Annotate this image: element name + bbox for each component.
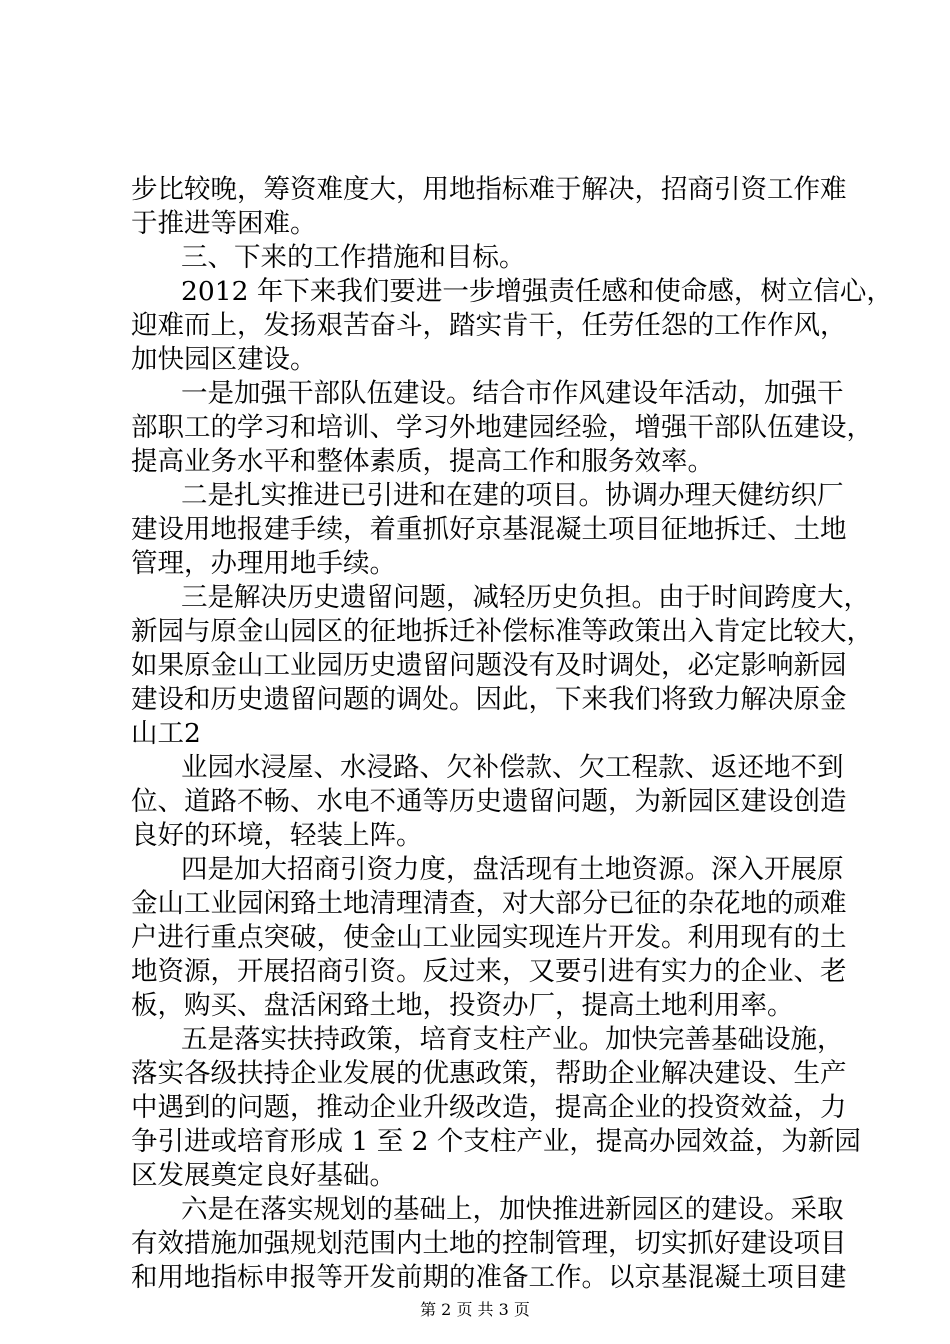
text-line: 步比较晚，筹资难度大，用地指标难于解决，招商引资工作难 bbox=[131, 174, 847, 205]
text-line: 二是扎实推进已引进和在建的项目。协调办理天健纺织厂 bbox=[181, 480, 844, 511]
text-line: 三是解决历史遗留问题，减轻历史负担。由于时间跨度大， bbox=[181, 582, 870, 613]
text-line: 迎难而上，发扬艰苦奋斗，踏实肯干，任劳任怨的工作作风， bbox=[131, 310, 847, 341]
text-line: 争引进或培育形成 1 至 2 个支柱产业，提高办园效益，为新园 bbox=[131, 1126, 861, 1157]
text-line: 建设和历史遗留问题的调处。因此，下来我们将致力解决原金 bbox=[131, 684, 847, 715]
page-number-footer: 第 2 页 共 3 页 bbox=[420, 1300, 530, 1319]
text-line: 管理，办理用地手续。 bbox=[131, 548, 396, 579]
text-line: 提高业务水平和整体素质，提高工作和服务效率。 bbox=[131, 446, 714, 477]
text-line: 有效措施加强规划范围内土地的控制管理，切实抓好建设项目 bbox=[131, 1228, 847, 1259]
text-line: 建设用地报建手续，着重抓好京基混凝土项目征地拆迁、土地 bbox=[131, 514, 847, 545]
text-line: 六是在落实规划的基础上，加快推进新园区的建设。采取 bbox=[181, 1194, 844, 1225]
text-line: 和用地指标申报等开发前期的准备工作。以京基混凝土项目建 bbox=[131, 1262, 847, 1293]
text-line: 金山工业园闲臵土地清理清查，对大部分已征的杂花地的顽难 bbox=[131, 888, 847, 919]
section-heading: 三、下来的工作措施和目标。 bbox=[181, 242, 526, 273]
text-line: 位、道路不畅、水电不通等历史遗留问题，为新园区建设创造 bbox=[131, 786, 847, 817]
text-line: 业园水浸屋、水浸路、欠补偿款、欠工程款、返还地不到 bbox=[181, 752, 844, 783]
text-line: 落实各级扶持企业发展的优惠政策，帮助企业解决建设、生产 bbox=[131, 1058, 847, 1089]
text-line: 山工2 bbox=[131, 718, 201, 749]
text-line: 一是加强干部队伍建设。结合市作风建设年活动，加强干 bbox=[181, 378, 844, 409]
text-line: 如果原金山工业园历史遗留问题没有及时调处，必定影响新园 bbox=[131, 650, 847, 681]
text-line: 加快园区建设。 bbox=[131, 344, 317, 375]
text-line: 于推进等困难。 bbox=[131, 208, 317, 239]
text-line: 新园与原金山园区的征地拆迁补偿标准等政策出入肯定比较大， bbox=[131, 616, 873, 647]
text-line: 五是落实扶持政策，培育支柱产业。加快完善基础设施， bbox=[181, 1024, 844, 1055]
text-line: 部职工的学习和培训、学习外地建园经验，增强干部队伍建设， bbox=[131, 412, 873, 443]
text-line: 户进行重点突破，使金山工业园实现连片开发。利用现有的土 bbox=[131, 922, 847, 953]
text-line: 良好的环境，轻装上阵。 bbox=[131, 820, 423, 851]
text-line: 板，购买、盘活闲臵土地，投资办厂，提高土地利用率。 bbox=[131, 990, 794, 1021]
text-line: 四是加大招商引资力度，盘活现有土地资源。深入开展原 bbox=[181, 854, 844, 885]
text-line: 地资源，开展招商引资。反过来，又要引进有实力的企业、老 bbox=[131, 956, 847, 987]
text-line: 2012 年下来我们要进一步增强责任感和使命感，树立信心， bbox=[181, 276, 893, 307]
text-line: 中遇到的问题，推动企业升级改造，提高企业的投资效益，力 bbox=[131, 1092, 847, 1123]
text-line: 区发展奠定良好基础。 bbox=[131, 1160, 396, 1191]
